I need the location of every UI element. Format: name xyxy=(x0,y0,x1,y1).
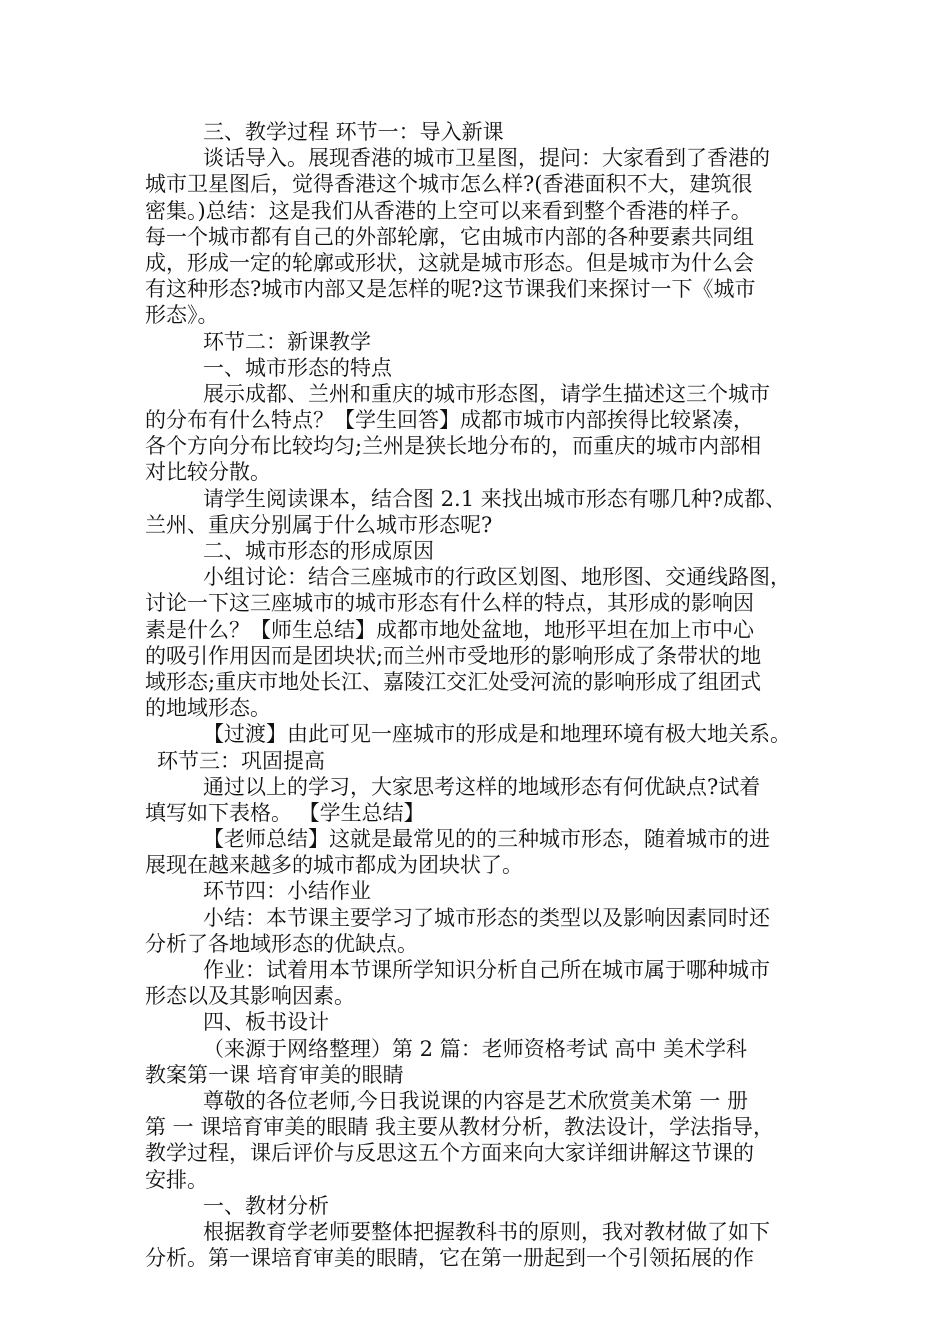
section-heading: 三、教学过程 环节一：导入新课 xyxy=(203,120,504,144)
paragraph-line: 形态》。 xyxy=(145,303,219,328)
section-heading: 一、教材分析 xyxy=(203,1193,329,1218)
paragraph-line: 成，形成一定的轮廓或形状，这就是城市形态。但是城市为什么会 xyxy=(145,250,754,275)
paragraph-line: 尊敬的各位老师,今日我说课的内容是艺术欣赏美术第 一 册 xyxy=(203,1088,749,1113)
paragraph-line: 安排。 xyxy=(145,1167,208,1192)
paragraph-line: 对比较分散。 xyxy=(145,460,271,485)
paragraph-line: 【过渡】由此可见一座城市的形成是和地理环境有极大地关系。 xyxy=(203,722,791,747)
paragraph-line: 谈话导入。展现香港的城市卫星图，提问：大家看到了香港的 xyxy=(203,146,770,171)
paragraph-line: 城市卫星图后，觉得香港这个城市怎么样?(香港面积不大，建筑很 xyxy=(145,172,753,197)
paragraph-line: 每一个城市都有自己的外部轮廓，它由城市内部的各种要素共同组 xyxy=(145,224,754,249)
paragraph-line: 通过以上的学习，大家思考这样的地域形态有何优缺点?试着 xyxy=(203,774,761,799)
paragraph-line: 域形态;重庆市地处长江、嘉陵江交汇处受河流的影响形成了组团式 xyxy=(145,669,762,694)
paragraph-line: 【老师总结】这就是最常见的的三种城市形态，随着城市的进 xyxy=(203,827,770,852)
paragraph-line: 展现在越来越多的城市都成为团块状了。 xyxy=(145,853,523,878)
paragraph-line: 第 一 课培育审美的眼睛 我主要从教材分析，教法设计，学法指导， xyxy=(145,1115,775,1140)
paragraph-line: 密集。)总结：这是我们从香港的上空可以来看到整个香港的样子。 xyxy=(145,198,752,223)
paragraph-line: 作业：试着用本节课所学知识分析自己所在城市属于哪种城市 xyxy=(203,958,770,982)
section-heading: 一、城市形态的特点 xyxy=(203,355,392,380)
paragraph-line: 根据教育学老师要整体把握教科书的原则，我对教材做了如下 xyxy=(203,1219,770,1244)
paragraph-line: 填写如下表格。 【学生总结】 xyxy=(145,800,425,825)
document-body xyxy=(145,119,825,1271)
paragraph-line: 兰州、重庆分别属于什么城市形态呢? xyxy=(145,512,493,537)
paragraph-line: 各个方向分布比较均匀;兰州是狭长地分布的，而重庆的城市内部相 xyxy=(145,434,762,459)
section-heading: 四、板书设计 xyxy=(203,1010,329,1035)
paragraph-line: 小结：本节课主要学习了城市形态的类型以及影响因素同时还 xyxy=(203,905,770,930)
paragraph-line: 教学过程，课后评价与反思这五个方面来向大家详细讲解这节课的 xyxy=(145,1141,754,1166)
paragraph-line: 展示成都、兰州和重庆的城市形态图，请学生描述这三个城市 xyxy=(203,381,770,406)
paragraph-line: 的分布有什么特点？【学生回答】成都市城市内部挨得比较紧凑， xyxy=(145,408,754,433)
paragraph-line: 有这种形态?城市内部又是怎样的呢?这节课我们来探讨一下《城市 xyxy=(145,277,756,302)
paragraph-line: 形态以及其影响因素。 xyxy=(145,984,355,1009)
paragraph-line: 的地域形态。 xyxy=(145,696,271,721)
paragraph-line: 讨论一下这三座城市的城市形态有什么样的特点，其形成的影响因 xyxy=(145,591,754,616)
paragraph-line: 的吸引作用因而是团块状;而兰州市受地形的影响形成了条带状的地 xyxy=(145,643,762,668)
paragraph-line: 分析了各地域形态的优缺点。 xyxy=(145,931,418,956)
paragraph-line: （来源于网络整理）第 2 篇：老师资格考试 高中 美术学科 xyxy=(203,1036,748,1061)
paragraph-line: 小组讨论：结合三座城市的行政区划图、地形图、交通线路图， xyxy=(203,565,791,590)
paragraph-line: 教案第一课 培育审美的眼睛 xyxy=(145,1062,404,1087)
paragraph-line: 素是什么？【师生总结】成都市地处盆地，地形平坦在加上市中心 xyxy=(145,617,754,642)
section-heading: 环节三：巩固提高 xyxy=(157,748,325,773)
paragraph-line: 分析。第一课培育审美的眼睛，它在第一册起到一个引领拓展的作 xyxy=(145,1246,754,1271)
section-heading: 环节二：新课教学 xyxy=(203,329,371,354)
section-heading: 二、城市形态的形成原因 xyxy=(203,539,434,563)
section-heading: 环节四：小结作业 xyxy=(203,879,371,904)
paragraph-line: 请学生阅读课本，结合图 2.1 来找出城市形态有哪几种?成都、 xyxy=(203,486,787,511)
